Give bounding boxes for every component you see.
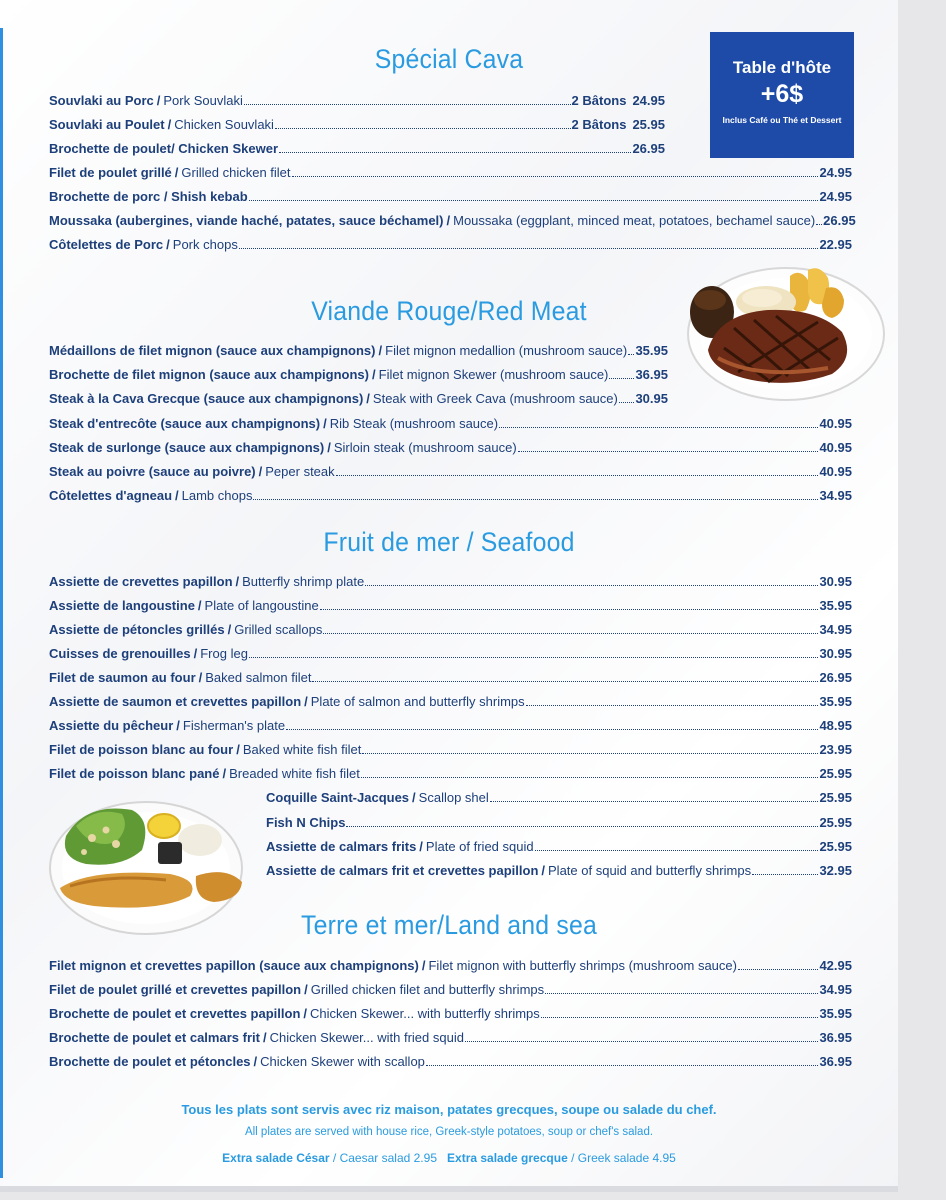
menu-item: Filet de poulet grillé et crevettes papillon / Grilled chicken filet and butterfly shrimps 34.95 — [49, 982, 852, 997]
menu-item: Côtelettes d'agneau / Lamb chops 34.95 — [49, 488, 852, 503]
table-dhote-note: Inclus Café ou Thé et Dessert — [722, 115, 842, 125]
heading-red-meat: Viande Rouge/Red Meat — [311, 296, 587, 326]
menu-item: Filet mignon et crevettes papillon (sauce aux champignons) / Filet mignon with butterfly shrimps (mushroom sauce) 42.95 — [49, 958, 852, 973]
menu-item: Steak d'entrecôte (sauce aux champignons) / Rib Steak (mushroom sauce) 40.95 — [49, 416, 852, 431]
menu-item: Fish N Chips 25.95 — [266, 815, 852, 830]
steak-plate-photo — [678, 258, 888, 408]
menu-item: Filet de saumon au four / Baked salmon filet 26.95 — [49, 670, 852, 685]
menu-item: Assiette de langoustine / Plate of langoustine 35.95 — [49, 598, 852, 613]
menu-item: Souvlaki au Porc / Pork Souvlaki 2 Bâtons 24.95 — [49, 93, 665, 108]
menu-item: Steak à la Cava Grecque (sauce aux champignons) / Steak with Greek Cava (mushroom sauce) 30.95 — [49, 391, 668, 406]
table-dhote-price: +6$ — [760, 80, 804, 108]
menu-item: Steak de surlonge (sauce aux champignons) / Sirloin steak (mushroom sauce) 40.95 — [49, 440, 852, 455]
menu-item: Cuisses de grenouilles / Frog leg 30.95 — [49, 646, 852, 661]
menu-item: Assiette du pêcheur / Fisherman's plate 48.95 — [49, 718, 852, 733]
menu-item: Brochette de filet mignon (sauce aux champignons) / Filet mignon Skewer (mushroom sauce) 36.95 — [49, 367, 668, 382]
menu-item: Brochette de poulet et crevettes papillon / Chicken Skewer... with butterfly shrimps 35.95 — [49, 1006, 852, 1021]
heading-special-cava: Spécial Cava — [374, 44, 524, 74]
menu-item: Moussaka (aubergines, viande haché, patates, sauce béchamel) / Moussaka (eggplant, minced meat, potatoes, bechamel sauce) 26.95 — [49, 213, 856, 228]
heading-seafood: Fruit de mer / Seafood — [323, 527, 575, 557]
footer-extras: Extra salade César / Caesar salad 2.95 Extra salade grecque / Greek salade 4.95 — [222, 1151, 676, 1165]
bottom-bar — [0, 1186, 898, 1192]
menu-item: Steak au poivre (sauce au poivre) / Peper steak 40.95 — [49, 464, 852, 479]
table-dhote-box — [710, 32, 854, 158]
menu-item: Assiette de pétoncles grillés / Grilled scallops 34.95 — [49, 622, 852, 637]
menu-item: Assiette de saumon et crevettes papillon / Plate of salmon and butterfly shrimps 35.95 — [49, 694, 852, 709]
footer-note-en: All plates are served with house rice, Greek-style potatoes, soup or chef's salad. — [244, 1126, 654, 1138]
menu-item: Brochette de poulet/ Chicken Skewer 26.95 — [49, 141, 665, 156]
menu-item: Filet de poulet grillé / Grilled chicken filet 24.95 — [49, 165, 852, 180]
heading-land-sea: Terre et mer/Land and sea — [301, 910, 597, 940]
menu-item: Brochette de porc / Shish kebab 24.95 — [49, 189, 852, 204]
menu-item: Assiette de calmars frit et crevettes papillon / Plate of squid and butterfly shrimps 32.95 — [266, 863, 852, 878]
menu-item: Brochette de poulet et calmars frit / Chicken Skewer... with fried squid 36.95 — [49, 1030, 852, 1045]
menu-item: Côtelettes de Porc / Pork chops 22.95 — [49, 237, 852, 252]
menu-item: Brochette de poulet et pétoncles / Chicken Skewer with scallop 36.95 — [49, 1054, 852, 1069]
menu-item: Assiette de calmars frits / Plate of fried squid 25.95 — [266, 839, 852, 854]
left-edge-bar — [0, 28, 3, 1178]
menu-item: Coquille Saint-Jacques / Scallop shel 25.95 — [266, 790, 852, 805]
menu-item: Filet de poisson blanc au four / Baked white fish filet 23.95 — [49, 742, 852, 757]
menu-item: Médaillons de filet mignon (sauce aux champignons) / Filet mignon medallion (mushroom sauce) 35.95 — [49, 343, 668, 358]
table-dhote-title: Table d'hôte — [732, 58, 832, 77]
menu-item: Souvlaki au Poulet / Chicken Souvlaki 2 Bâtons 25.95 — [49, 117, 665, 132]
footer-note-fr: Tous les plats sont servis avec riz maison, patates grecques, soupe ou salade du chef. — [181, 1102, 717, 1117]
menu-item: Assiette de crevettes papillon / Butterfly shrimp plate 30.95 — [49, 574, 852, 589]
menu-item: Filet de poisson blanc pané / Breaded white fish filet 25.95 — [49, 766, 852, 781]
